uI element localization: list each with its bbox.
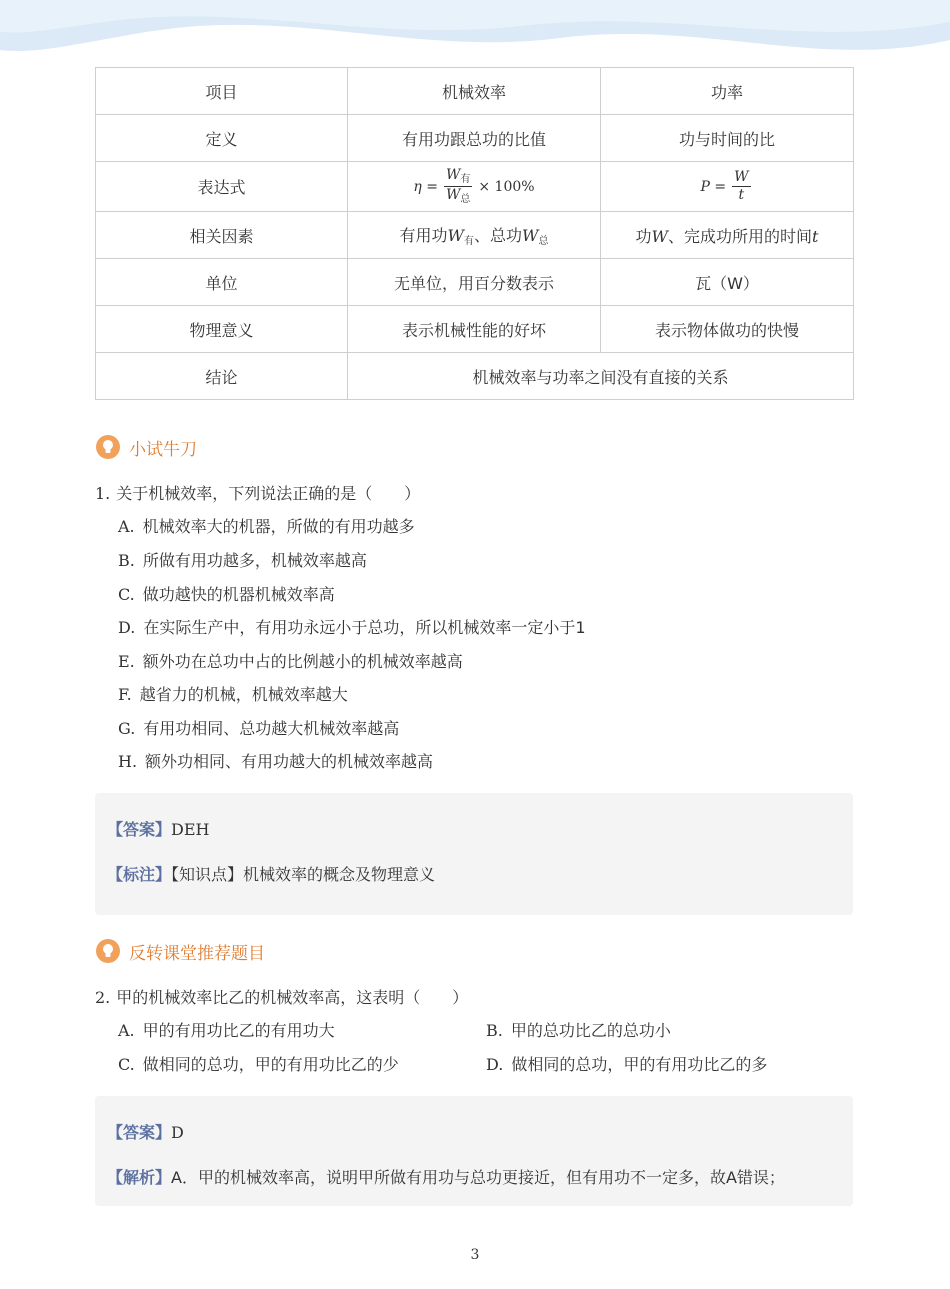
- row-label: 单位: [96, 259, 348, 306]
- lightbulb-icon: [95, 938, 121, 964]
- option-letter: F.: [118, 685, 132, 704]
- question-text: 关于机械效率，下列说法正确的是（ ）: [116, 484, 421, 503]
- row-label: 物理意义: [96, 306, 348, 353]
- answer-value: D: [171, 1123, 184, 1142]
- question-1-stem: [95, 481, 420, 504]
- section-title: 反转课堂推荐题目: [129, 943, 265, 964]
- denominator-var: W: [445, 187, 461, 203]
- q1-answer-line: [107, 817, 209, 840]
- q2-option-c: [118, 1052, 399, 1075]
- formula-tail: × 100%: [478, 178, 535, 195]
- option-text: 所做有用功越多，机械效率越高: [142, 551, 367, 570]
- option-letter: B.: [118, 551, 135, 570]
- option-text: 甲的有用功比乙的有用功大: [142, 1021, 335, 1040]
- q2-analysis-line: [107, 1165, 785, 1188]
- var: W: [522, 226, 539, 245]
- efficiency-formula: [348, 162, 601, 212]
- option-letter: A.: [118, 1021, 135, 1040]
- q2-answer-box: [95, 1096, 853, 1206]
- formula-lhs: η =: [413, 178, 438, 195]
- cell: 表示机械性能的好坏: [348, 306, 601, 353]
- option-text: 越省力的机械，机械效率越大: [139, 685, 348, 704]
- table-header-row: [96, 68, 854, 115]
- note-text: 【知识点】机械效率的概念及物理意义: [171, 865, 436, 884]
- row-label: 相关因素: [96, 212, 348, 259]
- option-text: 额外功相同、有用功越大的机械效率越高: [145, 752, 434, 771]
- row-label: 定义: [96, 115, 348, 162]
- text: 有用功: [399, 226, 448, 245]
- row-label: 结论: [96, 353, 348, 400]
- option-letter: C.: [118, 585, 135, 604]
- option-text: 做功越快的机器机械效率高: [142, 585, 335, 604]
- formula-lhs: P =: [700, 178, 727, 195]
- answer-value: DEH: [171, 820, 210, 839]
- cell: 有用功跟总功的比值: [348, 115, 601, 162]
- q2-option-a: [118, 1018, 335, 1041]
- sub: 有: [464, 236, 474, 247]
- section-header-recommended: [95, 938, 265, 964]
- header-efficiency: 机械效率: [348, 68, 601, 115]
- cell: 无单位，用百分数表示: [348, 259, 601, 306]
- question-2-stem: [95, 985, 468, 1008]
- q1-option-h: [118, 749, 433, 772]
- q1-option-e: [118, 649, 463, 672]
- q1-option-d: [118, 615, 586, 638]
- question-number: 1.: [95, 484, 111, 503]
- option-text: 做相同的总功，甲的有用功比乙的多: [511, 1055, 768, 1074]
- page-number: 3: [470, 1247, 480, 1263]
- numerator: W: [734, 169, 749, 186]
- header-item: 项目: [96, 68, 348, 115]
- cell: 功与时间的比: [601, 115, 854, 162]
- q1-option-g: [118, 716, 399, 739]
- table-row: [96, 306, 854, 353]
- section-header-practice: [95, 434, 197, 460]
- question-number: 2.: [95, 988, 111, 1007]
- numerator-sub: 有: [460, 173, 471, 185]
- q2-option-d: [486, 1052, 767, 1075]
- text: 、完成功所用的时间: [668, 226, 813, 246]
- answer-tag: 【答案】: [107, 820, 172, 839]
- option-text: 做相同的总功，甲的有用功比乙的少: [142, 1055, 399, 1074]
- denominator: t: [738, 187, 745, 203]
- table-row: [96, 212, 854, 259]
- numerator-var: W: [445, 166, 461, 183]
- option-letter: D.: [118, 618, 136, 637]
- row-label: 表达式: [96, 162, 348, 212]
- option-letter: E.: [118, 652, 135, 671]
- q1-answer-box: [95, 793, 853, 915]
- table-row: [96, 162, 854, 212]
- comparison-table: [95, 67, 854, 400]
- var: W: [447, 226, 464, 245]
- efficiency-factors: [348, 212, 601, 259]
- q2-option-b: [486, 1018, 671, 1041]
- question-text: 甲的机械效率比乙的机械效率高，这表明（ ）: [116, 988, 469, 1007]
- fraction: [732, 170, 750, 202]
- text: 功: [635, 226, 652, 246]
- q1-option-f: [118, 682, 348, 705]
- option-text: 在实际生产中，有用功永远小于总功，所以机械效率一定小于1: [143, 618, 586, 637]
- table-row: [96, 353, 854, 400]
- q1-note-line: [107, 862, 435, 885]
- power-formula: [601, 162, 854, 212]
- conclusion-cell: 机械效率与功率之间没有直接的关系: [348, 353, 854, 400]
- table-row: [96, 115, 854, 162]
- q1-option-a: [118, 514, 415, 537]
- option-text: 机械效率大的机器，所做的有用功越多: [142, 517, 415, 536]
- cell: 表示物体做功的快慢: [601, 306, 854, 353]
- option-text: 甲的总功比乙的总功小: [510, 1021, 671, 1040]
- analysis-tag: 【解析】: [107, 1168, 172, 1187]
- cell: 瓦（W）: [601, 259, 854, 306]
- header-power: 功率: [601, 68, 854, 115]
- option-letter: G.: [118, 719, 136, 738]
- option-letter: A.: [118, 517, 135, 536]
- var: t: [812, 226, 819, 246]
- analysis-text: A．甲的机械效率高，说明甲所做有用功与总功更接近，但有用功不一定多，故A错误；: [171, 1168, 785, 1187]
- fraction: [444, 168, 472, 206]
- option-letter: H.: [118, 752, 138, 771]
- option-text: 有用功相同、总功越大机械效率越高: [143, 719, 400, 738]
- denominator-sub: 总: [460, 194, 471, 205]
- note-tag: 【标注】: [107, 865, 172, 884]
- var: W: [651, 226, 668, 246]
- q1-option-c: [118, 582, 335, 605]
- answer-tag: 【答案】: [107, 1123, 172, 1142]
- table-row: [96, 259, 854, 306]
- text: 、总功: [474, 226, 523, 245]
- q2-answer-line: [107, 1120, 184, 1143]
- q1-option-b: [118, 548, 367, 571]
- option-text: 额外功在总功中占的比例越小的机械效率越高: [142, 652, 463, 671]
- option-letter: D.: [486, 1055, 504, 1074]
- sub: 总: [538, 236, 549, 247]
- option-letter: B.: [486, 1021, 503, 1040]
- section-title: 小试牛刀: [129, 439, 197, 460]
- power-factors: [601, 212, 854, 259]
- lightbulb-icon: [95, 434, 121, 460]
- option-letter: C.: [118, 1055, 135, 1074]
